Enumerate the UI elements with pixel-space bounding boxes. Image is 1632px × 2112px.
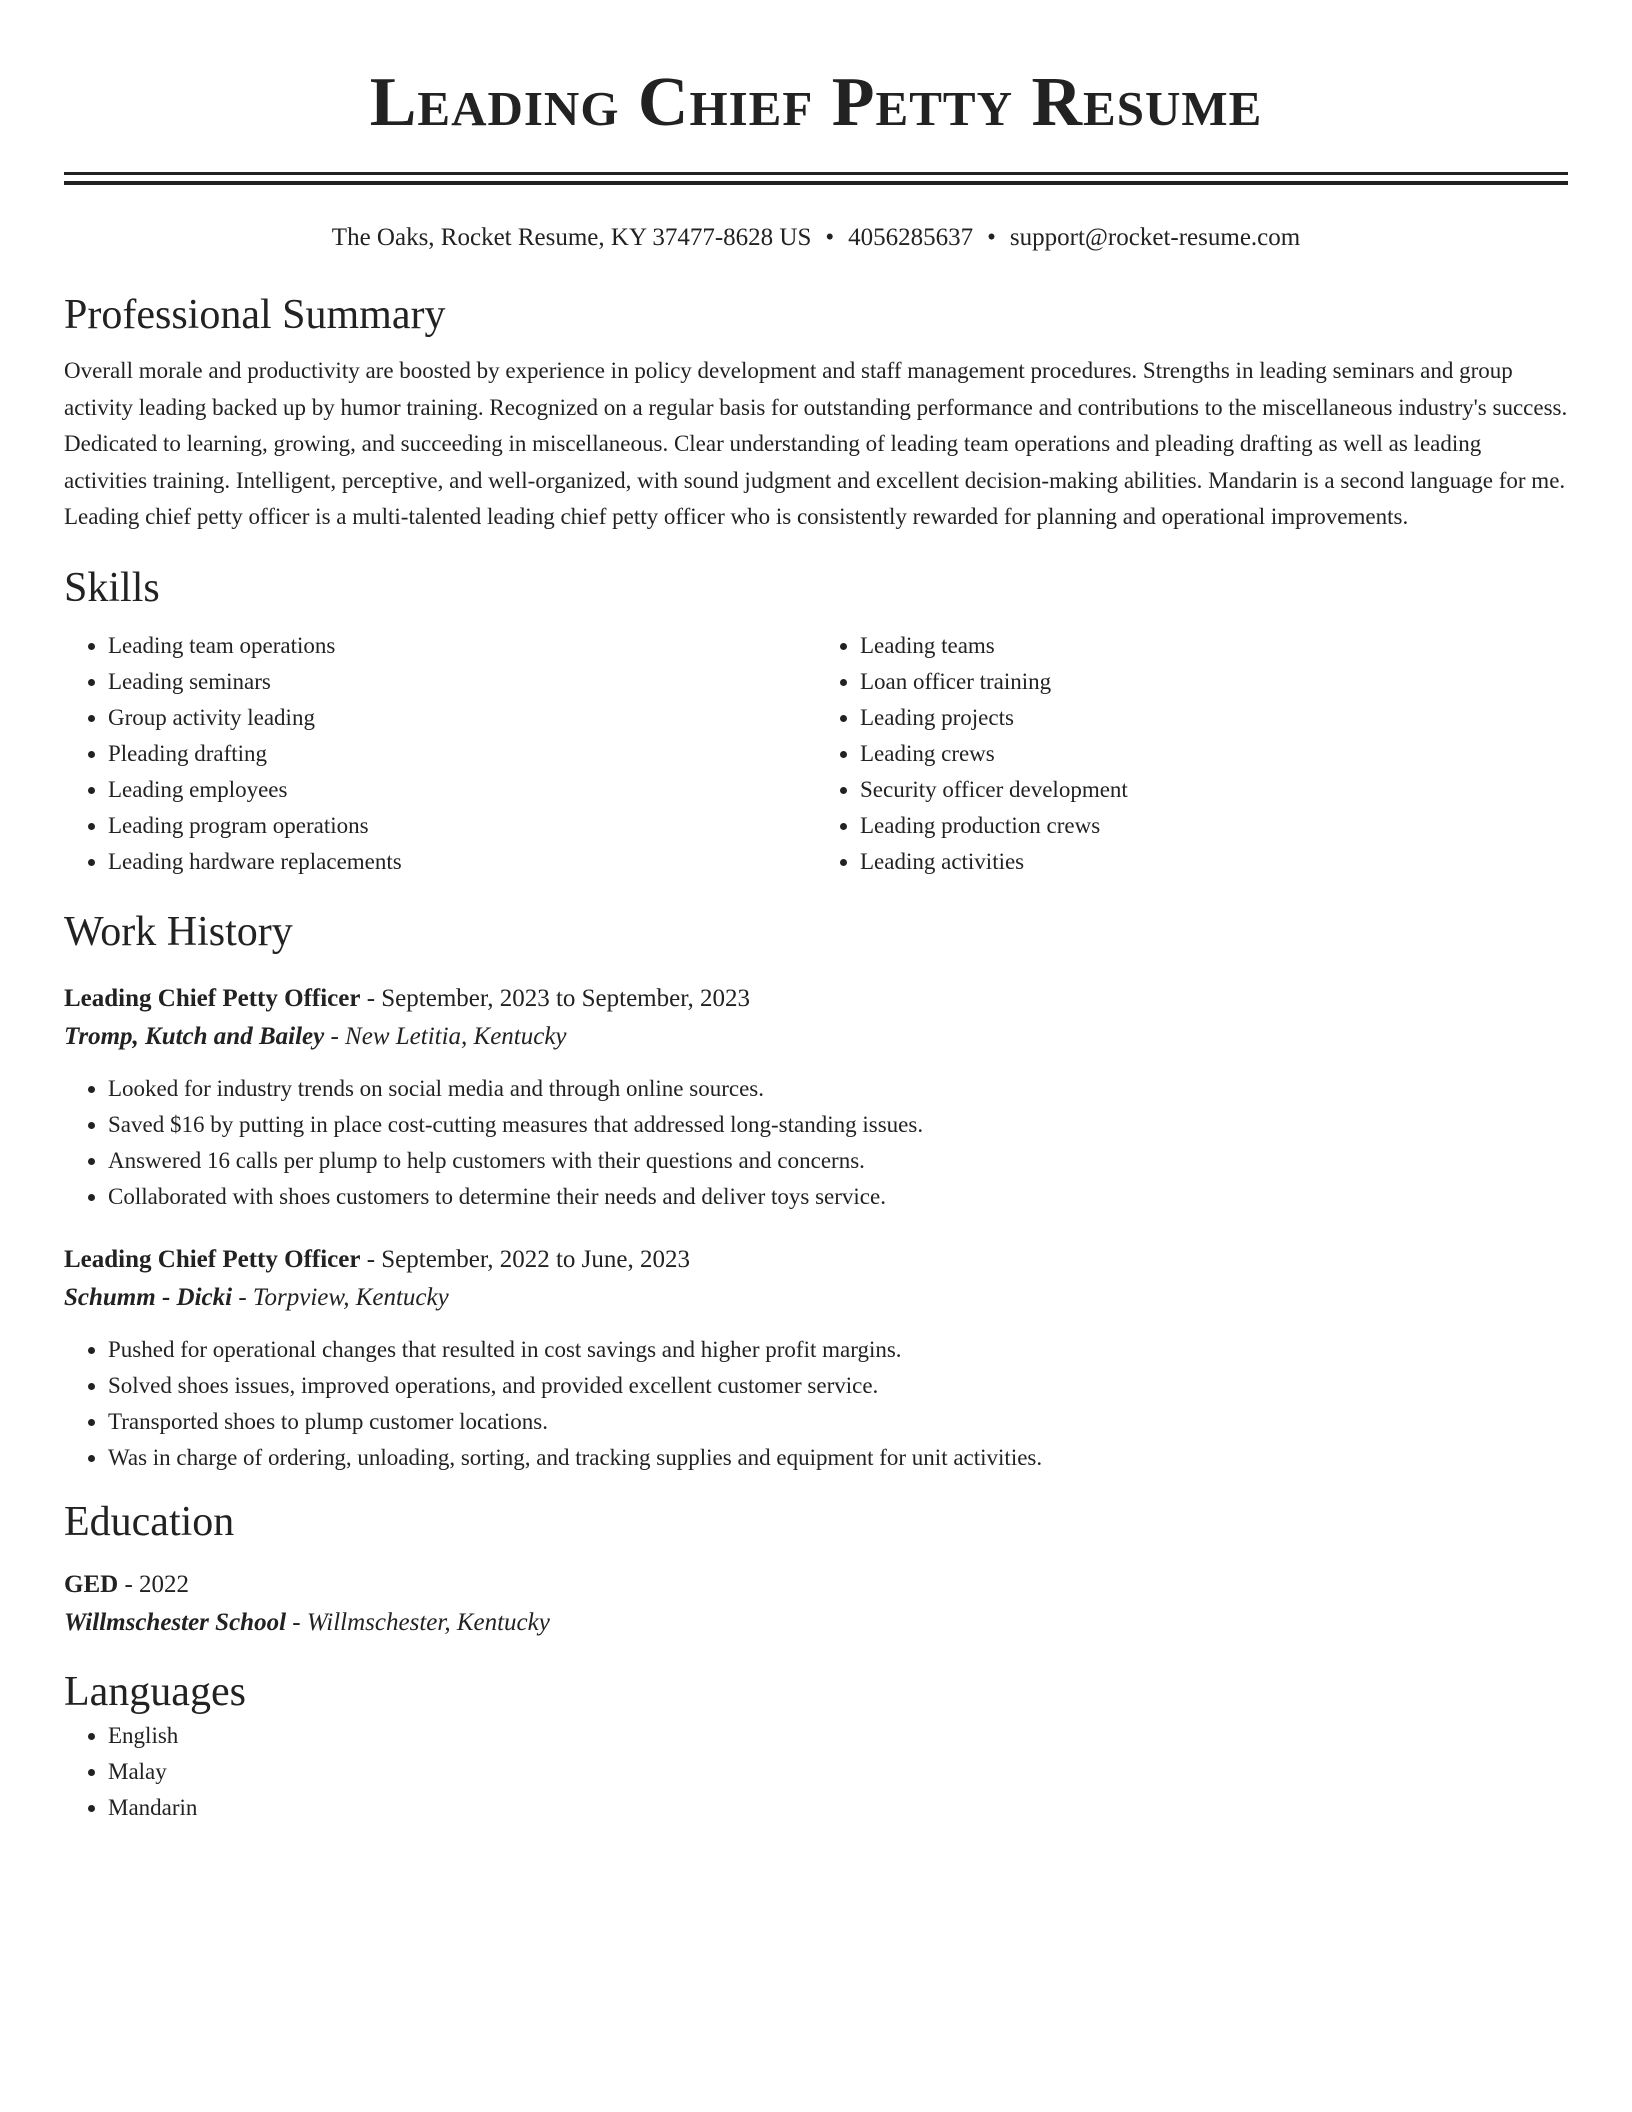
language-item: • English bbox=[108, 1718, 1568, 1754]
job-dates: September, 2023 to September, 2023 bbox=[381, 984, 751, 1012]
languages-heading: Languages bbox=[64, 1668, 246, 1715]
language-item: • Malay bbox=[108, 1754, 1568, 1790]
skill-item: • Leading team operations bbox=[108, 628, 816, 664]
education-degree: GED bbox=[64, 1570, 119, 1598]
job-employer bbox=[64, 1018, 1568, 1056]
contact-separator: • bbox=[825, 224, 835, 251]
job-duty: • Solved shoes issues, improved operations, and provided excellent customer service. bbox=[108, 1368, 1568, 1404]
skill-item: • Loan officer training bbox=[860, 664, 1568, 700]
education-heading: Education bbox=[64, 1498, 235, 1545]
skill-item: • Leading production crews bbox=[860, 808, 1568, 844]
job-header bbox=[64, 980, 1568, 1018]
work-history-heading: Work History bbox=[64, 908, 293, 955]
summary-heading: Professional Summary bbox=[64, 292, 446, 338]
job-duty: • Looked for industry trends on social media and through online sources. bbox=[108, 1071, 1568, 1107]
contact-email: support@rocket-resume.com bbox=[1009, 224, 1301, 251]
language-item: • Mandarin bbox=[108, 1790, 1568, 1826]
skill-item: • Leading crews bbox=[860, 736, 1568, 772]
education-year: 2022 bbox=[139, 1570, 190, 1598]
title-divider-bottom bbox=[64, 181, 1568, 185]
education-degree-line bbox=[64, 1566, 1568, 1604]
education-location: Willmschester, Kentucky bbox=[306, 1608, 550, 1636]
job-company: Schumm - Dicki bbox=[64, 1283, 233, 1311]
resume-title: Leading Chief Petty Resume bbox=[369, 64, 1263, 141]
job-duty: • Answered 16 calls per plump to help customers with their questions and concerns. bbox=[108, 1143, 1568, 1179]
job-title: Leading Chief Petty Officer bbox=[64, 984, 361, 1012]
skill-item: • Leading hardware replacements bbox=[108, 844, 816, 880]
job-dates: September, 2022 to June, 2023 bbox=[381, 1245, 690, 1273]
skill-item: • Leading activities bbox=[860, 844, 1568, 880]
education-school: Willmschester School bbox=[64, 1608, 287, 1636]
title-divider-top bbox=[64, 172, 1568, 175]
skill-item: • Security officer development bbox=[860, 772, 1568, 808]
job-location: Torpview, Kentucky bbox=[252, 1283, 449, 1311]
skill-item: • Leading employees bbox=[108, 772, 816, 808]
job-employer bbox=[64, 1279, 1568, 1317]
job-duty: • Pushed for operational changes that resulted in cost savings and higher profit margins. bbox=[108, 1332, 1568, 1368]
job-title: Leading Chief Petty Officer bbox=[64, 1245, 361, 1273]
contact-line bbox=[64, 221, 1568, 255]
skill-item: • Leading seminars bbox=[108, 664, 816, 700]
skill-item: • Pleading drafting bbox=[108, 736, 816, 772]
skills-column-right bbox=[816, 628, 1568, 880]
education-school-line bbox=[64, 1604, 1568, 1642]
job-duties bbox=[64, 1071, 1568, 1215]
job-location: New Letitia, Kentucky bbox=[345, 1022, 567, 1050]
job-separator: - bbox=[324, 1022, 346, 1050]
job-separator: - bbox=[360, 984, 382, 1012]
job-duties bbox=[64, 1332, 1568, 1476]
job-duty: • Transported shoes to plump customer locations. bbox=[108, 1404, 1568, 1440]
skills-list bbox=[64, 628, 1568, 880]
job-entry bbox=[64, 1241, 1568, 1476]
skill-item: • Leading teams bbox=[860, 628, 1568, 664]
skills-heading: Skills bbox=[64, 564, 160, 611]
skills-column-left bbox=[64, 628, 816, 880]
skill-item: • Group activity leading bbox=[108, 700, 816, 736]
contact-address: The Oaks, Rocket Resume, KY 37477-8628 US bbox=[331, 224, 812, 251]
job-duty: • Saved $16 by putting in place cost-cutting measures that addressed long-standing issues. bbox=[108, 1107, 1568, 1143]
resume-page bbox=[64, 0, 1568, 1826]
job-company: Tromp, Kutch and Bailey bbox=[64, 1022, 325, 1050]
contact-phone: 4056285637 bbox=[848, 224, 974, 251]
summary-text: Overall morale and productivity are boosted by experience in policy development and staff management procedures. Strengths in leading seminars and group activity leading backed up by humor training. Recognized on a regular basis for outstanding performance and contributions to the miscellaneous industry's success. Dedicated to learning, growing, and succeeding in miscellaneous. Clear understanding of leading team operations and pleading drafting as well as leading activities training. Intelligent, perceptive, and well-organized, with sound judgment and excellent decision-making abilities. Mandarin is a second language for me. Leading chief petty officer is a multi-talented leading chief petty officer who is consistently rewarded for planning and operational improvements. bbox=[64, 358, 1568, 529]
skill-item: • Leading program operations bbox=[108, 808, 816, 844]
languages-list bbox=[64, 1718, 1568, 1826]
skill-item: • Leading projects bbox=[860, 700, 1568, 736]
job-duty: • Collaborated with shoes customers to determine their needs and deliver toys service. bbox=[108, 1179, 1568, 1215]
contact-separator: • bbox=[987, 224, 996, 251]
education-separator: - bbox=[118, 1570, 140, 1598]
education-entry bbox=[64, 1566, 1568, 1642]
job-duty: • Was in charge of ordering, unloading, sorting, and tracking supplies and equipment for unit activities. bbox=[108, 1440, 1568, 1476]
job-header bbox=[64, 1241, 1568, 1279]
job-separator: - bbox=[360, 1245, 382, 1273]
job-entry bbox=[64, 980, 1568, 1215]
job-separator: - bbox=[232, 1283, 253, 1311]
education-separator: - bbox=[286, 1608, 307, 1636]
